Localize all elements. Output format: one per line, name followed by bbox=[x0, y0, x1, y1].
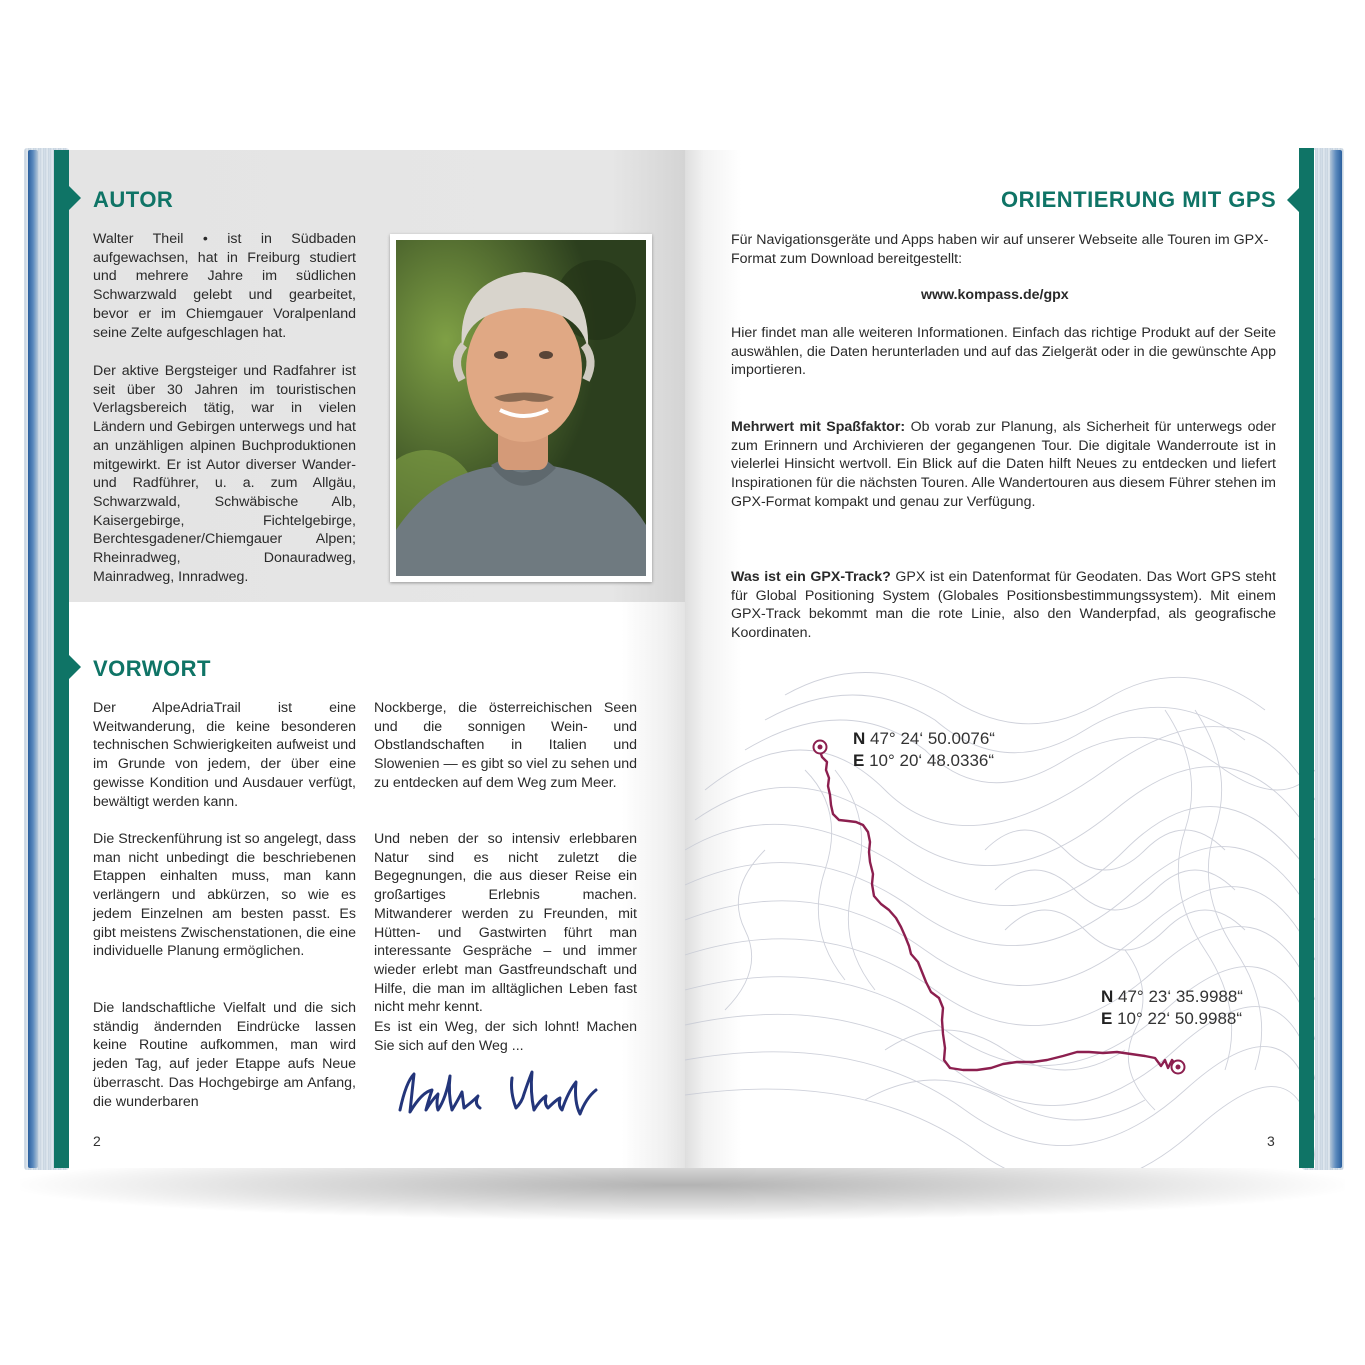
gps-paragraph-info: Hier findet man alle weiteren Informationen. Einfach das richtige Produkt auf der Seite auswählen, die Daten herunterladen und auf das Zielgerät oder in die gewünschte App importieren. bbox=[731, 325, 1276, 379]
gpx-track-text: GPX ist ein Datenformat für Geodaten. Das Wort GPS steht für Global Positioning System (Globales Positionsbestimmungssystem). Mit einem GPX-Track bekommt man die rote Linie, also den Wanderpfad, als geografische Koordinaten. bbox=[731, 569, 1276, 642]
author-photo-frame bbox=[390, 234, 652, 582]
gps-heading: ORIENTIERUNG MIT GPS bbox=[1001, 187, 1277, 212]
author-photo bbox=[396, 240, 646, 576]
author-heading: AUTOR bbox=[93, 187, 174, 212]
foreword-heading: VORWORT bbox=[93, 656, 211, 681]
foreword-col2-paragraph-3: Es ist ein Weg, der sich lohnt! Machen Sie sich auf den Weg ... bbox=[374, 1019, 637, 1054]
end-longitude: E 10° 22‘ 50.9988“ bbox=[1101, 1009, 1243, 1028]
left-cover-edge bbox=[28, 150, 38, 1168]
foreword-col1-paragraph-1: Der AlpeAdriaTrail ist eine Weitwanderung, die keine besonderen technischen Schwierigkeiten aufweist und im Grunde von jedem, der über eine gewisse Kondition und Ausdauer verfügt, bewältigt werden kann. bbox=[93, 700, 356, 810]
foreword-col2-paragraph-2: Und neben der so intensiv erlebbaren Natur sind es nicht zuletzt die Begegnungen, die aus dieser Reise ein großartiges Erlebnis machen. Mitwanderer werden zu Freunden, mit Hütten- und Gastwirten führt man interessante Gespräche – und immer wieder erlebt man Gastfreundschaft und Hilfe, die man im alltäglichen Leben fast nicht mehr kennt. bbox=[374, 831, 637, 1016]
gpx-track-lead: Was ist ein GPX-Track? bbox=[731, 569, 891, 585]
gps-paragraph-added-value bbox=[731, 418, 1276, 512]
gps-paragraph-gpx-track bbox=[731, 568, 1276, 643]
foreword-col1-paragraph-3: Die landschaftliche Vielfalt und die sich ständig ändernden Eindrücke lassen keine Routine aufkommen, man wird jeden Tag, auf jeder Etappe aufs Neue überrascht. Das Hochgebirge am Anfang, die wunderbaren bbox=[93, 1000, 356, 1110]
start-longitude: E 10° 20‘ 48.0336“ bbox=[853, 751, 995, 770]
added-value-text: Ob vorab zur Planung, als Sicherheit für unterwegs oder zum Erinnern und Archivieren der gegangenen Tour. Die digitale Wanderroute ist in vielerlei Hinsicht wertvoll. Ein Blick auf die Daten hilft Neues zu entdecken und liefert Inspirationen für die nächsten Touren. Alle Wandertouren aus diesem Führer stehen im GPX-Format kompakt und genau zur Verfügung. bbox=[731, 419, 1276, 510]
author-bio-paragraph-2: Der aktive Bergsteiger und Radfahrer ist seit über 30 Jahren im touristischen Verlagsbereich tätig, war in vielen Ländern und Gebirgen unterwegs und hat an unzähligen alpinen Buchproduktionen mitgewirkt. Er ist Autor diverser Wander- und Radführer, u. a. zum Allgäu, Schwarzwald, Schwäbische Alb, Kaisergebirge, Fichtelgebirge, Berchtesgadener/Chiemgauer Alpen; Rheinradweg, Donauradweg, Mainradweg, Innradweg. bbox=[93, 363, 356, 585]
right-accent-bar bbox=[1299, 148, 1314, 1168]
foreword-heading-marker bbox=[69, 655, 81, 679]
gps-intro: Für Navigationsgeräte und Apps haben wir auf unserer Webseite alle Touren im GPX-Format zum Download bereitgestellt: bbox=[731, 232, 1269, 267]
author-bio-paragraph-1: Walter Theil • ist in Südbaden aufgewachsen, hat in Freiburg studiert und mehrere Jahre im südlichen Schwarzwald gelebt und gearbeitet, bevor er im Chiemgauer Voralpenland seine Zelte aufgeschlagen hat. bbox=[93, 231, 356, 341]
foreword-col2-paragraph-1: Nockberge, die österreichischen Seen und die sonnigen Wein- und Obstlandschaften in Italien und Slowenien — es gibt so viel zu sehen und zu entdecken auf dem Weg zum Meer. bbox=[374, 700, 637, 791]
end-latitude: N 47° 23‘ 35.9988“ bbox=[1101, 987, 1243, 1006]
author-heading-marker bbox=[69, 186, 81, 210]
added-value-lead: Mehrwert mit Spaßfaktor: bbox=[731, 419, 906, 435]
right-cover-edge bbox=[1330, 150, 1342, 1168]
start-point-icon bbox=[810, 737, 830, 757]
gps-heading-marker bbox=[1287, 188, 1299, 212]
start-coordinates bbox=[853, 728, 995, 772]
author-signature bbox=[392, 1062, 617, 1124]
page-number-right: 3 bbox=[1267, 1133, 1275, 1149]
gps-download-link[interactable]: www.kompass.de/gpx bbox=[921, 287, 1069, 303]
foreword-col1-paragraph-2: Die Streckenführung ist so angelegt, dass man nicht unbedingt die beschriebenen Etappen einhalten muss, man kann verlängern und abkürzen, so wie es jedem Einzelnen am besten passt. Es gibt meistens Zwischenstationen, die eine individuelle Planung ermöglichen. bbox=[93, 831, 356, 960]
start-latitude: N 47° 24‘ 50.0076“ bbox=[853, 729, 995, 748]
left-accent-bar bbox=[54, 150, 69, 1168]
end-point-icon bbox=[1168, 1057, 1188, 1077]
end-coordinates bbox=[1101, 986, 1243, 1030]
page-number-left: 2 bbox=[93, 1133, 101, 1149]
